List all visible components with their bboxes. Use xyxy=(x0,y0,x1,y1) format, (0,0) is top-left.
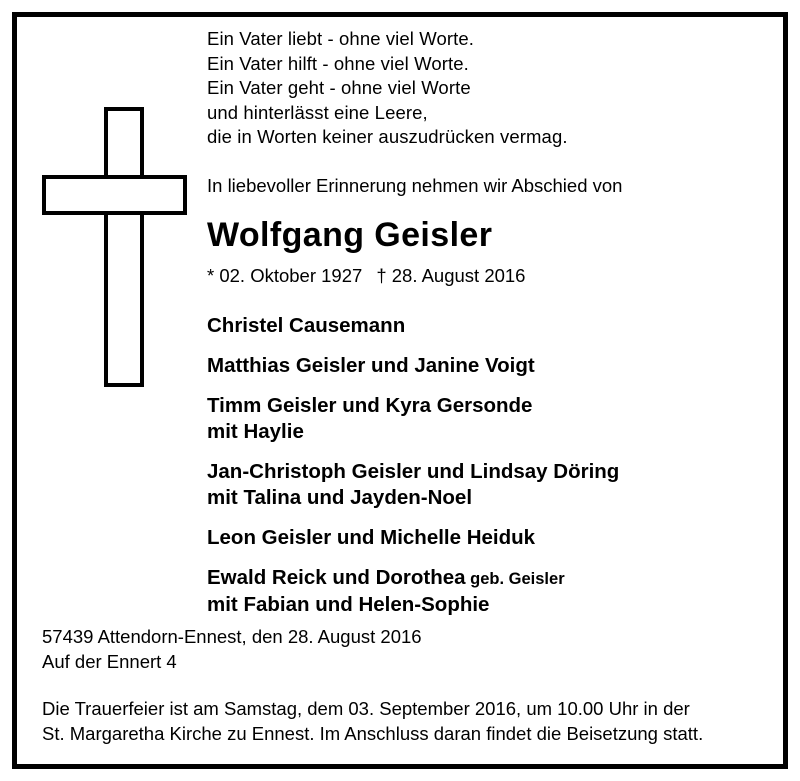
poem-line-2: Ein Vater hilft - ohne viel Worte. xyxy=(207,52,469,74)
family-main-line: Timm Geisler und Kyra Gersonde xyxy=(207,393,533,417)
intro-text: In liebevoller Erinnerung nehmen wir Abschied von xyxy=(207,174,623,196)
poem xyxy=(207,27,767,150)
christian-cross-icon xyxy=(42,107,187,387)
family-main-line: Jan-Christoph Geisler und Lindsay Döring xyxy=(207,459,620,483)
family-main-name: Ewald Reick und Dorothea xyxy=(207,565,466,589)
poem-line-5: die in Worten keiner auszudrücken vermag. xyxy=(207,126,568,147)
poem-line-3: Ein Vater geht - ohne viel Worte xyxy=(207,77,471,98)
notice-text-column xyxy=(207,27,767,632)
family-entry xyxy=(207,313,767,339)
service-info xyxy=(42,696,762,746)
death-date: † 28. August 2016 xyxy=(376,264,526,286)
cross-vertical-bar xyxy=(104,107,144,387)
address-block xyxy=(42,624,762,674)
notice-footer xyxy=(42,624,762,746)
family-maiden-name: geb. Geisler xyxy=(465,569,565,588)
service-line-2: St. Margaretha Kirche zu Ennest. Im Anschluss daran findet die Beisetzung statt. xyxy=(42,723,704,744)
family-entry xyxy=(207,525,767,551)
family-sub-line: mit Haylie xyxy=(207,419,304,443)
service-line-1: Die Trauerfeier ist am Samstag, dem 03. September 2016, um 10.00 Uhr in der xyxy=(42,698,690,719)
poem-line-4: und hinterlässt eine Leere, xyxy=(207,101,428,123)
family-entry xyxy=(207,459,767,511)
poem-line-1: Ein Vater liebt - ohne viel Worte. xyxy=(207,28,474,49)
birth-date: * 02. Oktober 1927 xyxy=(207,264,363,286)
deceased-name: Wolfgang Geisler xyxy=(207,215,493,254)
family-entry xyxy=(207,565,767,618)
notice-inner xyxy=(17,17,783,764)
address-line-2: Auf der Ennert 4 xyxy=(42,651,177,672)
family-main-line xyxy=(207,565,767,592)
family-main-line: Christel Causemann xyxy=(207,313,406,337)
family-sub-line: mit Talina und Jayden-Noel xyxy=(207,485,473,509)
family-entry xyxy=(207,353,767,379)
family-sub-line: mit Fabian und Helen-Sophie xyxy=(207,592,490,616)
cross-joint xyxy=(108,179,140,211)
family-main-line: Leon Geisler und Michelle Heiduk xyxy=(207,525,536,549)
family-list xyxy=(207,313,767,618)
address-line-1: 57439 Attendorn-Ennest, den 28. August 2016 xyxy=(42,626,422,647)
family-main-line: Matthias Geisler und Janine Voigt xyxy=(207,353,535,377)
family-entry xyxy=(207,393,767,445)
life-dates xyxy=(207,265,767,287)
